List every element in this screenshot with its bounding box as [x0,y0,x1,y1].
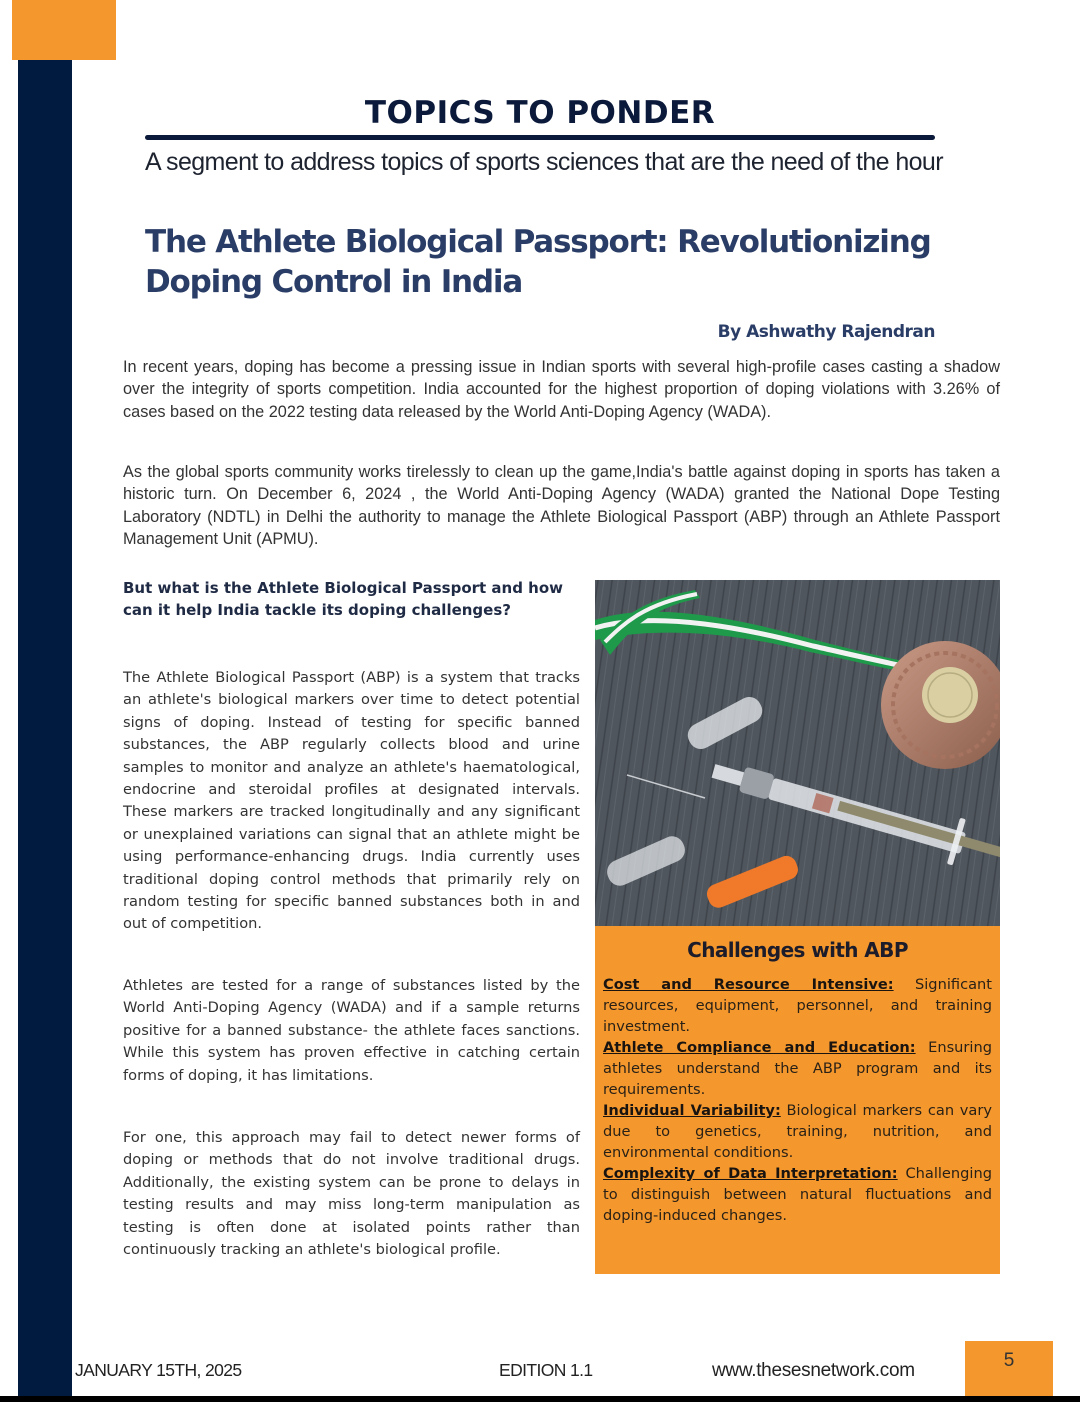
intro-paragraph: In recent years, doping has become a pressing issue in Indian sports with several high-profile cases casting a shadow over the integrity of sports competition. India accounted for the highest proportion of doping violations with 3.26% of cases based on the 2022 testing data released by the World Anti-Doping Agency (WADA). [123,358,1000,421]
footer-edition: EDITION 1.1 [499,1360,593,1380]
page-number: 5 [965,1341,1053,1396]
bottom-edge-bar [0,1396,1080,1402]
challenge-text: Biological markers can vary due to genetics, training, nutrition, and environmental conditions. [603,1102,992,1161]
article-byline: By Ashwathy Rajendran [717,322,935,342]
challenge-label: Complexity of Data Interpretation: [603,1165,898,1182]
body-paragraph: The Athlete Biological Passport (ABP) is a system that tracks an athlete's biological markers over time to detect potential signs of doping. Instead of testing for specific banned substances, the ABP regularly collects blood and urine samples to monitor and analyze an athlete's haematological, endocrine and steroidal profiles at designated intervals. These markers are tracked longitudinally and any significant or unexplained variations can signal that an athlete might be using performance-enhancing drugs. India currently uses traditional doping control methods that primarily rely on random testing for specific banned substances both in and out of competition. [123,669,580,933]
body-paragraph: For one, this approach may fail to detect newer forms of doping or methods that do not involve traditional drugs. Additionally, the existing system can be prone to delays in testing results and may miss long-term manipulation as testing is often done at isolated points rather than continuously tracking an athlete's biological profile. [123,1129,580,1259]
challenge-label: Athlete Compliance and Education: [603,1039,916,1056]
challenge-text: Significant resources, equipment, personnel, and training investment. [603,976,993,1035]
corner-accent-block [12,0,116,60]
challenges-title: Challenges with ABP [687,938,908,962]
footer-date: JANUARY 15TH, 2025 [75,1360,242,1380]
syringe-medal-illustration [595,580,1000,926]
section-subtitle: A segment to address topics of sports sciences that are the need of the hour [145,148,943,176]
challenge-item [603,1163,992,1226]
challenge-label: Cost and Resource Intensive: [603,976,894,993]
challenge-item [603,974,992,1037]
body-paragraph: Athletes are tested for a range of substances listed by the World Anti-Doping Agency (WADA) and if a sample returns positive for a banned substance- the athlete faces sanctions. While this system has proven effective in catching certain forms of doping, it has limitations. [123,977,580,1084]
article-headline: The Athlete Biological Passport: Revolutionizing Doping Control in India [145,224,931,300]
section-title: TOPICS TO PONDER [364,95,716,131]
footer-website-link[interactable]: www.thesesnetwork.com [712,1360,915,1381]
title-divider [145,135,935,140]
article-photo [595,580,1000,926]
challenge-label: Individual Variability: [603,1102,781,1119]
challenge-text: Ensuring athletes understand the ABP program and its requirements. [603,1039,993,1098]
challenge-item [603,1100,992,1163]
challenges-box [595,926,1000,1274]
intro-paragraph: As the global sports community works tirelessly to clean up the game,India's battle against doping in sports has taken a historic turn. On December 6, 2024 , the World Anti-Doping Agency (WADA) granted the National Dope Testing Laboratory (NDTL) in Delhi the authority to manage the Athlete Biological Passport (ABP) through an Athlete Passport Management Unit (APMU). [123,463,1000,549]
challenge-item [603,1037,992,1100]
article-question-heading: But what is the Athlete Biological Passport and how can it help India tackle its doping challenges? [123,579,564,620]
side-accent-bar [18,60,72,1396]
challenge-text: Challenging to distinguish between natural fluctuations and doping-induced changes. [603,1165,992,1224]
